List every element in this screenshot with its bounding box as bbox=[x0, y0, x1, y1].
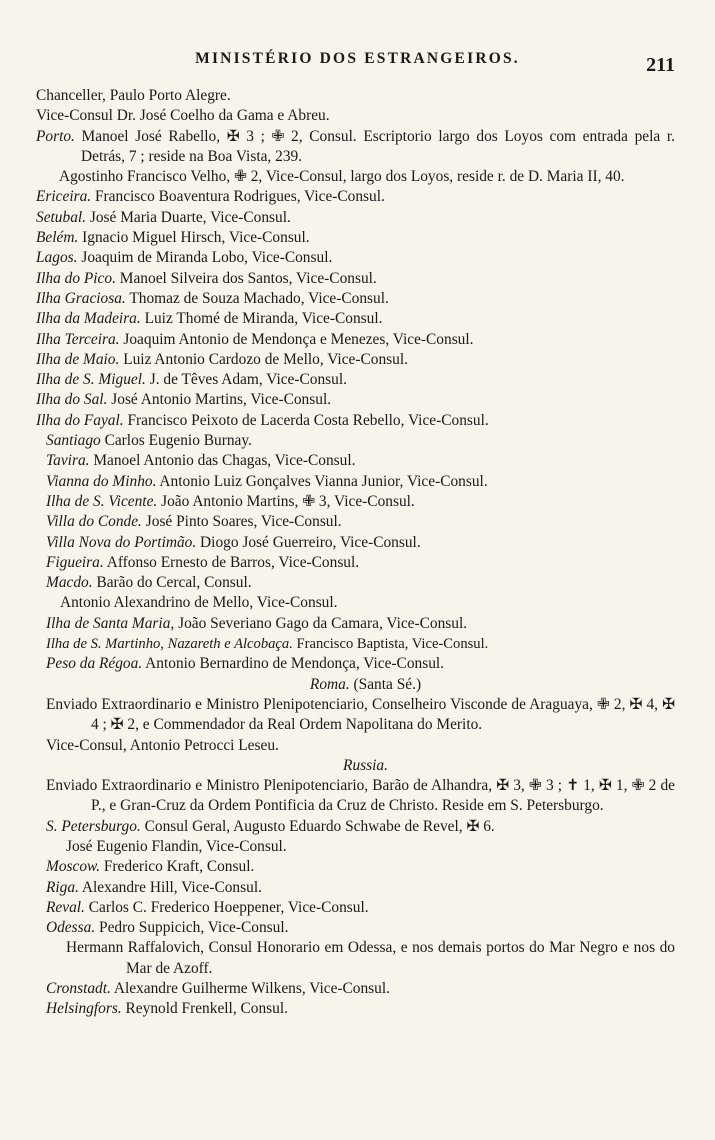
entry-porto: Porto. Manoel José Rabello, ✠ 3 ; ✙ 2, Consul. Escriptorio largo dos Loyos com entrada pela r. Detrás, 7 ; reside na Boa Vista, 239. bbox=[36, 127, 675, 165]
entry-line: Tavira. Manoel Antonio das Chagas, Vice-Consul. bbox=[46, 452, 356, 470]
entry-line: Ilha de S. Miguel. J. de Têves Adam, Vice-Consul. bbox=[36, 371, 347, 389]
entry-line: Ilha do Sal. José Antonio Martins, Vice-Consul. bbox=[36, 391, 332, 409]
entry-line: Odessa. Pedro Suppicich, Vice-Consul. bbox=[46, 919, 289, 937]
entry-list bbox=[36, 86, 675, 1020]
entry-russia-envoy: Enviado Extraordinario e Ministro Plenipotenciario, Barão de Alhandra, ✠ 3, ✙ 3 ; ✝ 1, ✠ 1, ✙ 2 de P., e Gran-Cruz da Ordem Pontificia da Cruz de Christo. Reside em S. Petersburgo. bbox=[46, 777, 675, 815]
entry-line: Ilha do Pico. Manoel Silveira dos Santos, Vice-Consul. bbox=[36, 269, 377, 287]
entry-roma-envoy: Enviado Extraordinario e Ministro Plenipotenciario, Conselheiro Visconde de Araguaya, ✙ 2, ✠ 4, ✠ 4 ; ✠ 2, e Commendador da Real Ordem Napolitana do Merito. bbox=[46, 695, 675, 734]
entry-line: Figueira. Affonso Ernesto de Barros, Vice-Consul. bbox=[46, 553, 360, 571]
entry-line: Ericeira. Francisco Boaventura Rodrigues, Vice-Consul. bbox=[36, 188, 385, 206]
entry-line: Villa Nova do Portimão. Diogo José Guerreiro, Vice-Consul. bbox=[46, 533, 421, 551]
entry-line: Belém. Ignacio Miguel Hirsch, Vice-Consul. bbox=[36, 229, 310, 247]
entry-line: Vice-Consul Dr. José Coelho da Gama e Abreu. bbox=[36, 107, 330, 125]
section-heading-russia: Russia. bbox=[343, 756, 388, 774]
entry-line: Lagos. Joaquim de Miranda Lobo, Vice-Consul. bbox=[36, 249, 333, 267]
page-number: 211 bbox=[646, 54, 675, 76]
entry-line: Ilha do Fayal. Francisco Peixoto de Lacerda Costa Rebello, Vice-Consul. bbox=[36, 411, 489, 429]
entry-line: Ilha da Madeira. Luiz Thomé de Miranda, Vice-Consul. bbox=[36, 310, 383, 328]
entry-line: Vianna do Minho. Antonio Luiz Gonçalves Vianna Junior, Vice-Consul. bbox=[46, 472, 488, 490]
entry-line: Peso da Régoa. Antonio Bernardino de Mendonça, Vice-Consul. bbox=[46, 655, 445, 673]
entry-line: Ilha de S. Martinho, Nazareth e Alcobaça. Francisco Baptista, Vice-Consul. bbox=[46, 636, 489, 653]
entry-line: Setubal. José Maria Duarte, Vice-Consul. bbox=[36, 208, 291, 226]
entry-line: Ilha Graciosa. Thomaz de Souza Machado, Vice-Consul. bbox=[36, 289, 389, 307]
entry-line: Ilha de Santa Maria, João Severiano Gago da Camara, Vice-Consul. bbox=[46, 614, 468, 632]
entry-line: Chanceller, Paulo Porto Alegre. bbox=[36, 87, 231, 104]
entry-line: S. Petersburgo. Consul Geral, Augusto Eduardo Schwabe de Revel, ✠ 6. bbox=[46, 817, 495, 835]
entry-line: Helsingfors. Reynold Frenkell, Consul. bbox=[46, 1000, 288, 1018]
running-head: MINISTÉRIO DOS ESTRANGEIROS. bbox=[195, 50, 520, 67]
entry-line: Macdo. Barão do Cercal, Consul. bbox=[46, 574, 252, 592]
entry-line: Ilha de S. Vicente. João Antonio Martins, ✙ 3, Vice-Consul. bbox=[46, 492, 415, 510]
entry-raffalovich: Hermann Raffalovich, Consul Honorario em Odessa, e nos demais portos do Mar Negro e nos do Mar de Azoff. bbox=[66, 939, 675, 977]
section-heading-roma: Roma. (Santa Sé.) bbox=[309, 675, 422, 693]
entry-line: Ilha de Maio. Luiz Antonio Cardozo de Mello, Vice-Consul. bbox=[36, 350, 408, 368]
entry-line: Riga. Alexandre Hill, Vice-Consul. bbox=[46, 878, 262, 896]
entry-line: Reval. Carlos C. Frederico Hoeppener, Vice-Consul. bbox=[46, 898, 369, 916]
entry-line: Santiago Carlos Eugenio Burnay. bbox=[46, 432, 252, 450]
entry-line: Cronstadt. Alexandre Guilherme Wilkens, Vice-Consul. bbox=[46, 980, 390, 998]
entry-line: Antonio Alexandrino de Mello, Vice-Consul. bbox=[60, 594, 338, 612]
entry-line: Ilha Terceira. Joaquim Antonio de Mendonça e Menezes, Vice-Consul. bbox=[36, 330, 474, 348]
entry-roma-vice-consul: Vice-Consul, Antonio Petrocci Leseu. bbox=[46, 736, 279, 754]
entry-line: Moscow. Frederico Kraft, Consul. bbox=[46, 858, 255, 876]
entry-line: José Eugenio Flandin, Vice-Consul. bbox=[66, 837, 287, 855]
entry-line: Villa do Conde. José Pinto Soares, Vice-Consul. bbox=[46, 513, 342, 531]
entry-agostinho: Agostinho Francisco Velho, ✙ 2, Vice-Consul, largo dos Loyos, reside r. de D. Maria II, 40. bbox=[59, 168, 625, 186]
